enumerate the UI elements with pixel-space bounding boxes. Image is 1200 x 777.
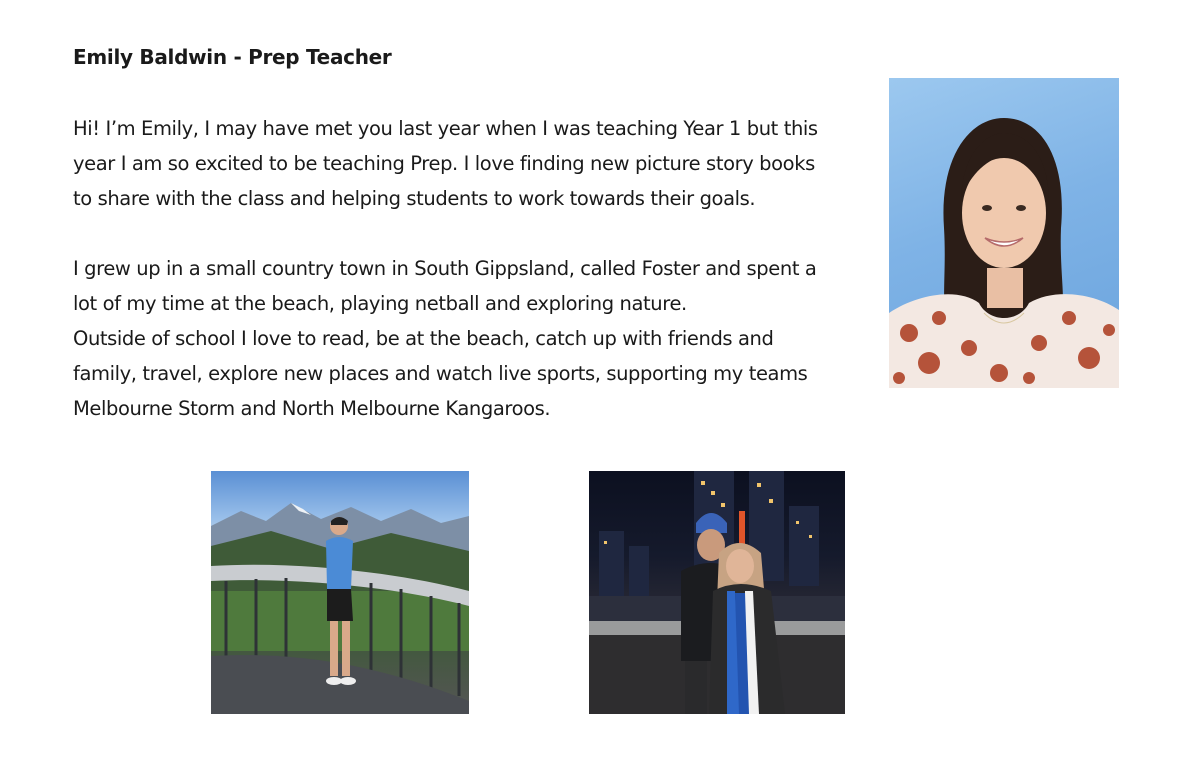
city-night-photo [589, 471, 845, 714]
portrait-photo [889, 78, 1119, 388]
about-line: Outside of school I love to read, be at the beach, catch up with friends and [73, 327, 774, 350]
mountain-lookout-photo [211, 471, 469, 714]
intro-line: year I am so excited to be teaching Prep. I love finding new picture story books [73, 152, 815, 175]
about-line: Melbourne Storm and North Melbourne Kangaroos. [73, 397, 551, 420]
about-line: lot of my time at the beach, playing netball and exploring nature. [73, 292, 687, 315]
intro-paragraph [73, 111, 873, 216]
intro-line: to share with the class and helping students to work towards their goals. [73, 187, 756, 210]
about-paragraph [73, 251, 873, 426]
about-line: family, travel, explore new places and watch live sports, supporting my teams [73, 362, 808, 385]
intro-line: Hi! I’m Emily, I may have met you last year when I was teaching Year 1 but this [73, 117, 818, 140]
about-line: I grew up in a small country town in South Gippsland, called Foster and spent a [73, 257, 817, 280]
page-title: Emily Baldwin - Prep Teacher [73, 45, 392, 69]
